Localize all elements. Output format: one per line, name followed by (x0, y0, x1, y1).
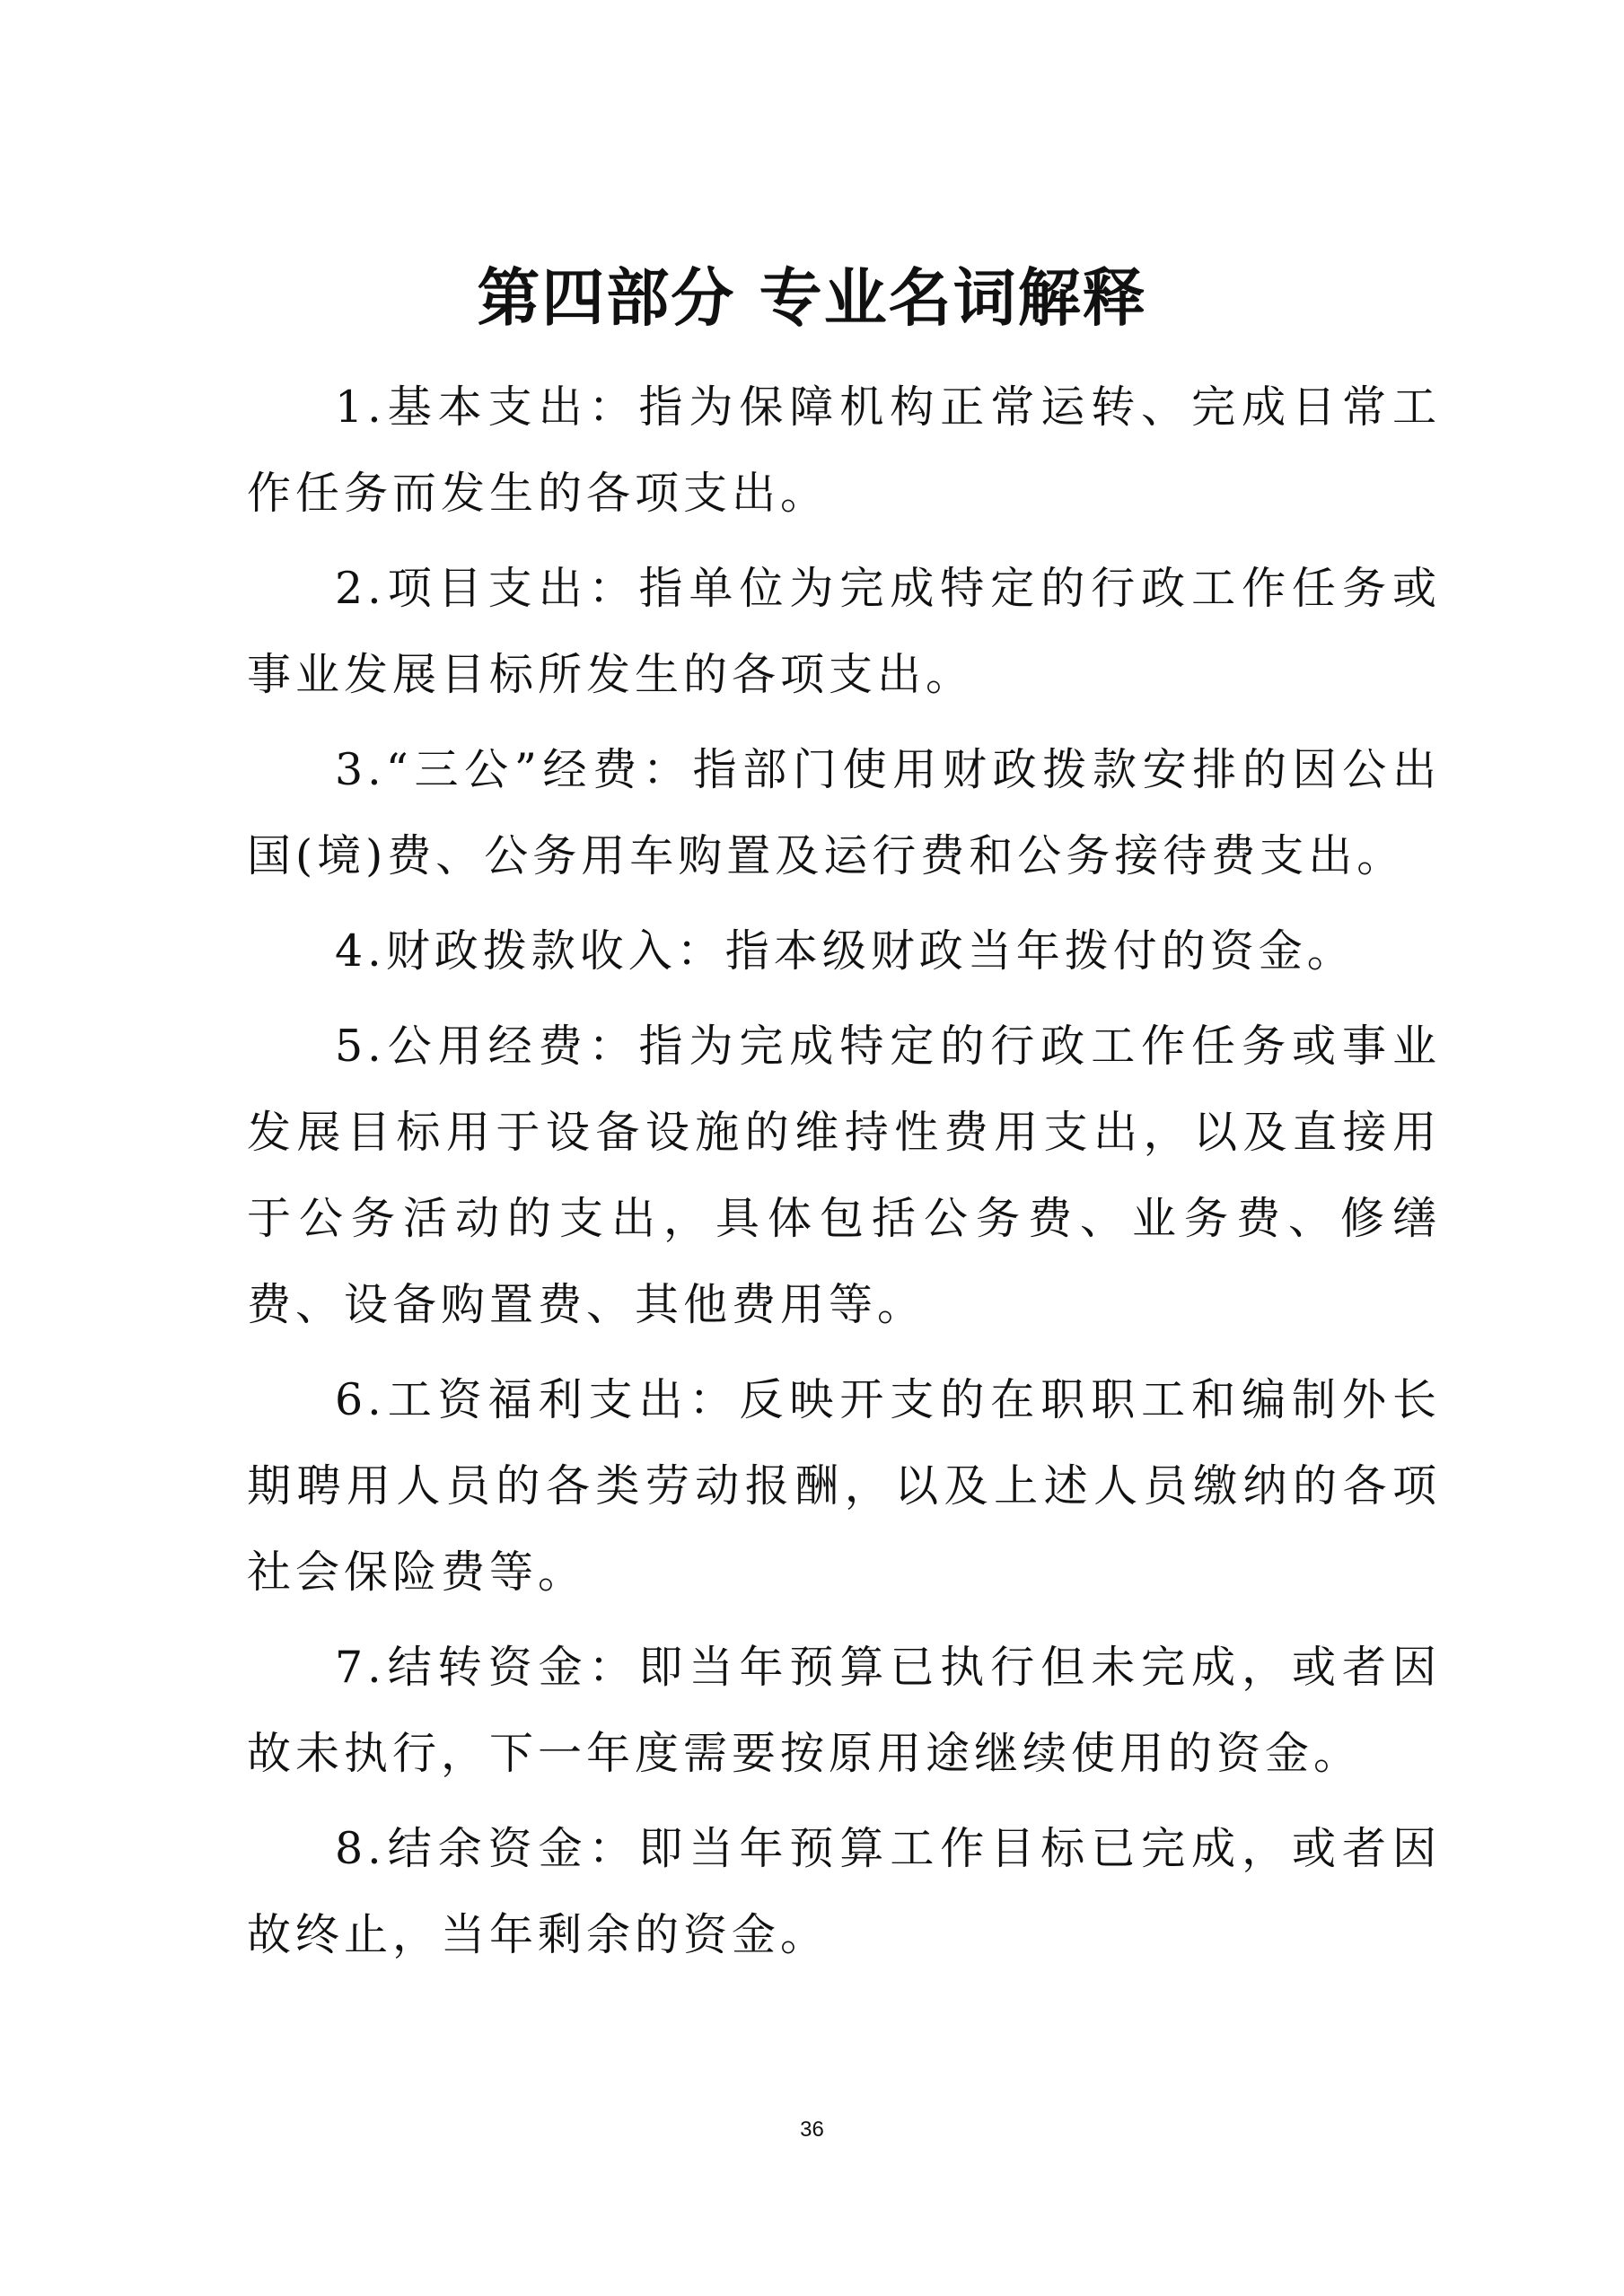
page-number: 36 (800, 2117, 824, 2142)
term-definition: 即当年预算已执行但未完成，或者因故未执行，下一年度需要按原用途继续使用的资金。 (247, 1642, 1441, 1779)
term-6 (247, 1357, 1441, 1616)
term-label: 4.财政拨款收入： (335, 925, 725, 977)
term-1 (247, 364, 1441, 537)
term-label: 5.公用经费： (335, 1021, 639, 1072)
term-label: 6.工资福利支出： (335, 1374, 740, 1425)
term-4 (247, 908, 1441, 995)
term-definition: 反映开支的在职职工和编制外长期聘用人员的各类劳动报酬，以及上述人员缴纳的各项社会保险费等。 (247, 1374, 1441, 1598)
term-definition: 指为完成特定的行政工作任务或事业发展目标用于设备设施的维持性费用支出，以及直接用于公务活动的支出，具体包括公务费、业务费、修缮费、设备购置费、其他费用等。 (247, 1021, 1441, 1330)
term-label: 2.项目支出： (335, 563, 639, 614)
term-8 (247, 1806, 1441, 1978)
term-definition: 指部门使用财政拨款安排的因公出国(境)费、公务用车购置及运行费和公务接待费支出。 (247, 744, 1441, 881)
term-5 (247, 1003, 1441, 1348)
term-definition: 指单位为完成特定的行政工作任务或事业发展目标所发生的各项支出。 (247, 563, 1441, 700)
term-definition: 即当年预算工作目标已完成，或者因故终止，当年剩余的资金。 (247, 1823, 1441, 1960)
term-label: 3.“三公”经费： (335, 744, 693, 795)
term-label: 1.基本支出： (335, 381, 639, 433)
term-label: 8.结余资金： (335, 1823, 639, 1874)
terms-list (247, 364, 1441, 1987)
term-7 (247, 1625, 1441, 1797)
term-2 (247, 546, 1441, 718)
term-definition: 指本级财政当年拨付的资金。 (724, 925, 1356, 977)
page-title: 第四部分 专业名词解释 (477, 260, 1147, 335)
term-definition: 指为保障机构正常运转、完成日常工作任务而发生的各项支出。 (247, 381, 1441, 519)
term-3 (247, 727, 1441, 899)
term-label: 7.结转资金： (335, 1642, 639, 1693)
